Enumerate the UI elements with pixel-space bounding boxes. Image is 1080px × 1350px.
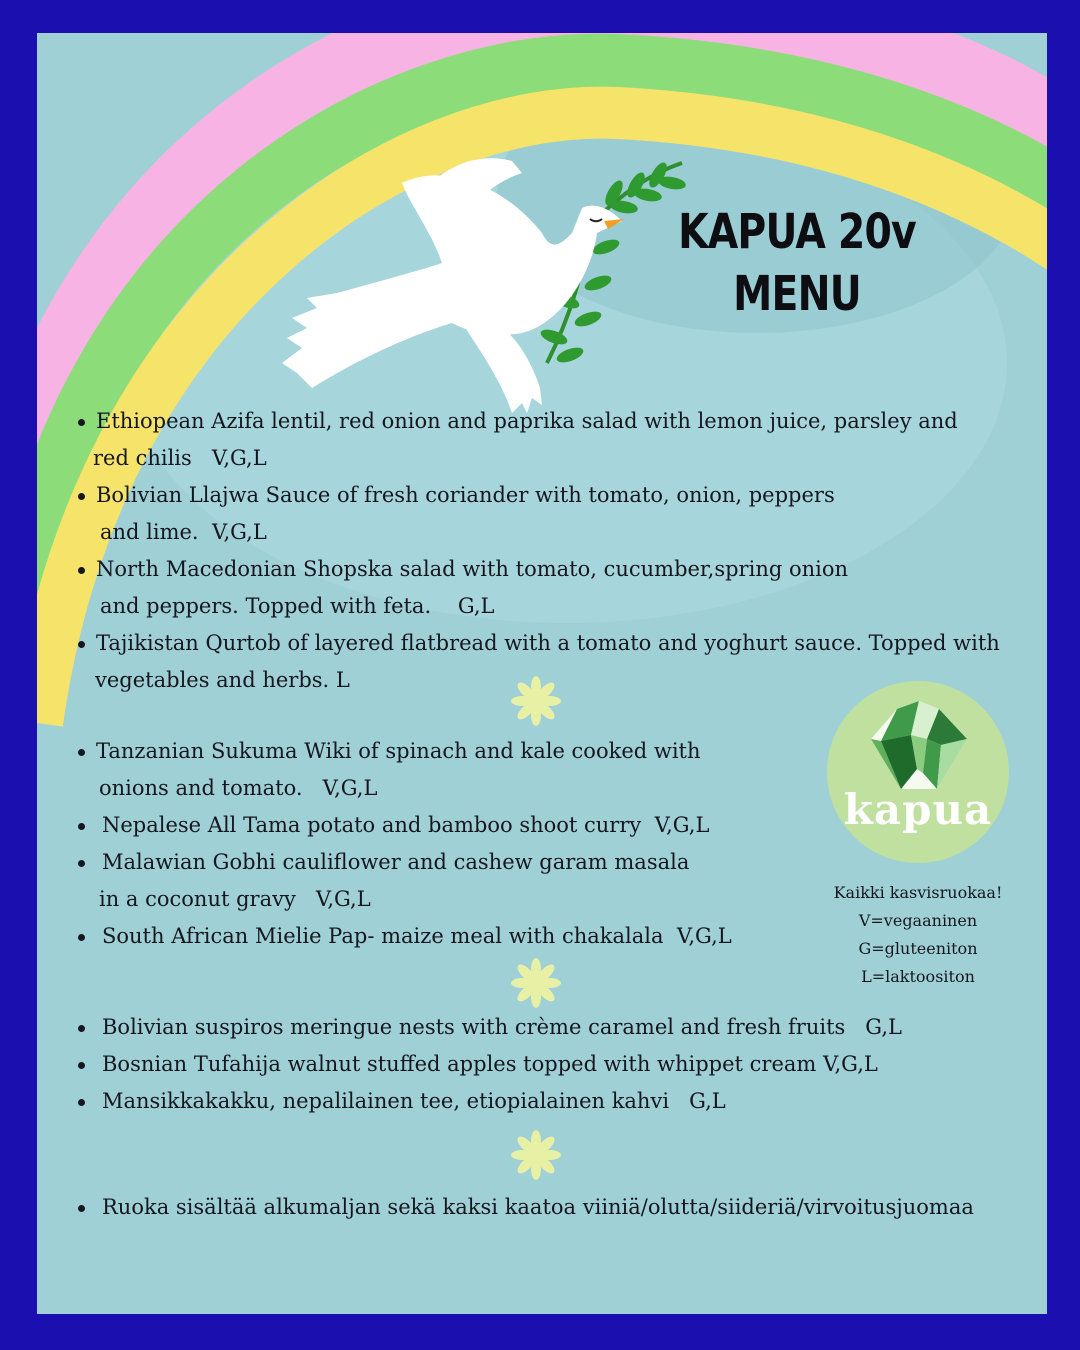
bullet-icon <box>78 749 85 756</box>
menu-section-starters <box>37 403 1027 699</box>
menu-title <box>666 201 928 325</box>
item-line: North Macedonian Shopska salad with tomato, cucumber,spring onion <box>96 557 849 581</box>
bullet-icon <box>78 934 85 941</box>
bullet-icon <box>78 1099 85 1106</box>
item-line: Tajikistan Qurtob of layered flatbread with a tomato and yoghurt sauce. Topped with <box>96 631 1000 655</box>
list-item <box>37 1083 1027 1120</box>
item-line: and lime. V,G,L <box>100 520 267 544</box>
list-item <box>37 477 1027 551</box>
item-line: Bosnian Tufahija walnut stuffed apples topped with whippet cream V,G,L <box>102 1052 878 1076</box>
diet-legend <box>807 879 1029 991</box>
bullet-icon <box>78 641 85 648</box>
kapua-logo <box>827 681 1009 863</box>
bullet-icon <box>78 860 85 867</box>
item-line: Malawian Gobhi cauliflower and cashew garam masala <box>102 850 690 874</box>
title-line-1: KAPUA 20v <box>678 204 916 260</box>
item-line: Tanzanian Sukuma Wiki of spinach and kale cooked with <box>96 739 701 763</box>
legend-line: V=vegaaninen <box>858 911 978 930</box>
menu-section-drinks-note <box>37 1189 1027 1226</box>
item-line: red chilis V,G,L <box>93 446 267 470</box>
dove-icon <box>252 123 692 423</box>
item-line: Ruoka sisältää alkumaljan sekä kaksi kaatoa viiniä/olutta/siideriä/virvoitusjuomaa <box>102 1195 974 1219</box>
menu-poster <box>37 33 1047 1314</box>
item-line: vegetables and herbs. L <box>95 668 350 692</box>
bullet-icon <box>78 419 85 426</box>
bullet-icon <box>78 1205 85 1212</box>
bullet-icon <box>78 1062 85 1069</box>
kapua-logo-icon <box>867 699 971 791</box>
item-line: South African Mielie Pap- maize meal with chakalala V,G,L <box>102 924 732 948</box>
legend-line: G=gluteeniton <box>858 939 978 958</box>
item-line: onions and tomato. V,G,L <box>99 776 378 800</box>
legend-line: L=laktoositon <box>861 967 975 986</box>
bullet-icon <box>78 567 85 574</box>
flower-icon <box>510 1129 562 1181</box>
list-item <box>37 551 1027 625</box>
bullet-icon <box>78 1025 85 1032</box>
legend-line: Kaikki kasvisruokaa! <box>833 883 1003 902</box>
item-line: Bolivian suspiros meringue nests with crème caramel and fresh fruits G,L <box>102 1015 902 1039</box>
logo-text: kapua <box>843 785 993 834</box>
item-line: and peppers. Topped with feta. G,L <box>100 594 495 618</box>
bullet-icon <box>78 823 85 830</box>
item-line: Ethiopean Azifa lentil, red onion and paprika salad with lemon juice, parsley and <box>96 409 958 433</box>
item-line: Bolivian Llajwa Sauce of fresh coriander with tomato, onion, peppers <box>96 483 835 507</box>
list-item <box>37 1009 1027 1046</box>
list-item <box>37 1046 1027 1083</box>
flower-icon <box>510 675 562 727</box>
list-item <box>37 403 1027 477</box>
menu-section-desserts <box>37 1009 1027 1120</box>
list-item <box>37 1189 1027 1226</box>
item-line: Mansikkakakku, nepalilainen tee, etiopialainen kahvi G,L <box>102 1089 726 1113</box>
flower-icon <box>510 957 562 1009</box>
title-line-2: MENU <box>733 266 861 322</box>
bullet-icon <box>78 493 85 500</box>
item-line: in a coconut gravy V,G,L <box>99 887 371 911</box>
item-line: Nepalese All Tama potato and bamboo shoot curry V,G,L <box>102 813 710 837</box>
